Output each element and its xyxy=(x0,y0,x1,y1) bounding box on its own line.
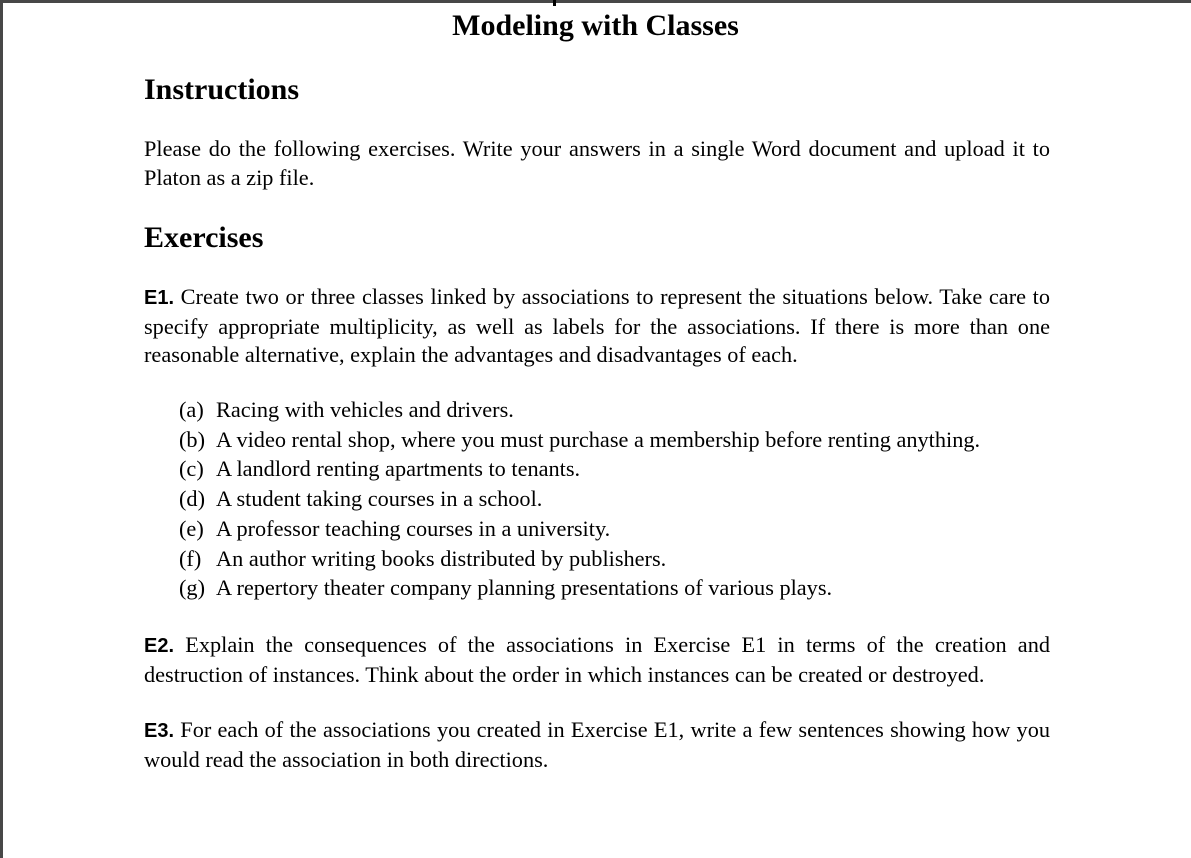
exercise-e1-text: Create two or three classes linked by associations to represent the situations below. Take care to specify appropriate multiplicity, as well as labels for the associations. If there is more than one reasonable alternative, explain the advantages and disadvantages of each. xyxy=(144,284,1051,367)
clipped-text-mark xyxy=(553,0,556,6)
list-item-letter: (d) xyxy=(179,486,205,512)
list-item xyxy=(179,425,980,455)
instructions-paragraph: Please do the following exercises. Write your answers in a single Word document and upload it to Platon as a zip file. xyxy=(144,136,1050,190)
list-item-text: An author writing books distributed by publishers. xyxy=(216,545,667,571)
list-item-text: A repertory theater company planning presentations of various plays. xyxy=(216,575,833,601)
list-item xyxy=(179,573,980,603)
list-item-letter: (e) xyxy=(179,515,204,541)
list-item xyxy=(179,484,980,514)
window-left-border xyxy=(0,0,3,858)
exercise-e3-label: E3. xyxy=(144,720,175,742)
exercise-e1-label: E1. xyxy=(144,287,175,309)
exercises-heading: Exercises xyxy=(144,221,264,254)
list-item-letter: (f) xyxy=(179,545,202,571)
list-item-text: A student taking courses in a school. xyxy=(216,486,543,512)
list-item-letter: (g) xyxy=(179,575,205,601)
list-item xyxy=(179,514,980,544)
list-item-letter: (b) xyxy=(179,426,205,452)
exercise-e3-text: For each of the associations you created in Exercise E1, write a few sentences showing how you would read the association in both directions. xyxy=(144,717,1051,772)
list-item-text: A video rental shop, where you must purchase a membership before renting anything. xyxy=(216,426,981,452)
exercise-e3 xyxy=(144,716,1050,774)
page-title: Modeling with Classes xyxy=(452,9,739,42)
exercise-e2-text: Explain the consequences of the associations in Exercise E1 in terms of the creation and destruction of instances. Think about the order in which instances can be created or destroyed. xyxy=(144,632,1051,687)
list-item-text: A landlord renting apartments to tenants. xyxy=(216,456,581,482)
list-item-text: A professor teaching courses in a university. xyxy=(216,515,611,541)
window-top-border xyxy=(0,0,1191,3)
list-item xyxy=(179,395,980,425)
exercise-e1 xyxy=(144,283,1050,370)
list-item xyxy=(179,454,980,484)
instructions-heading: Instructions xyxy=(144,73,300,106)
exercise-e1-situations xyxy=(179,395,980,603)
exercise-e2 xyxy=(144,631,1050,689)
list-item-letter: (a) xyxy=(179,397,204,422)
list-item xyxy=(179,544,980,574)
list-item-text: Racing with vehicles and drivers. xyxy=(216,397,514,422)
exercise-e2-label: E2. xyxy=(144,635,175,657)
list-item-letter: (c) xyxy=(179,456,204,482)
